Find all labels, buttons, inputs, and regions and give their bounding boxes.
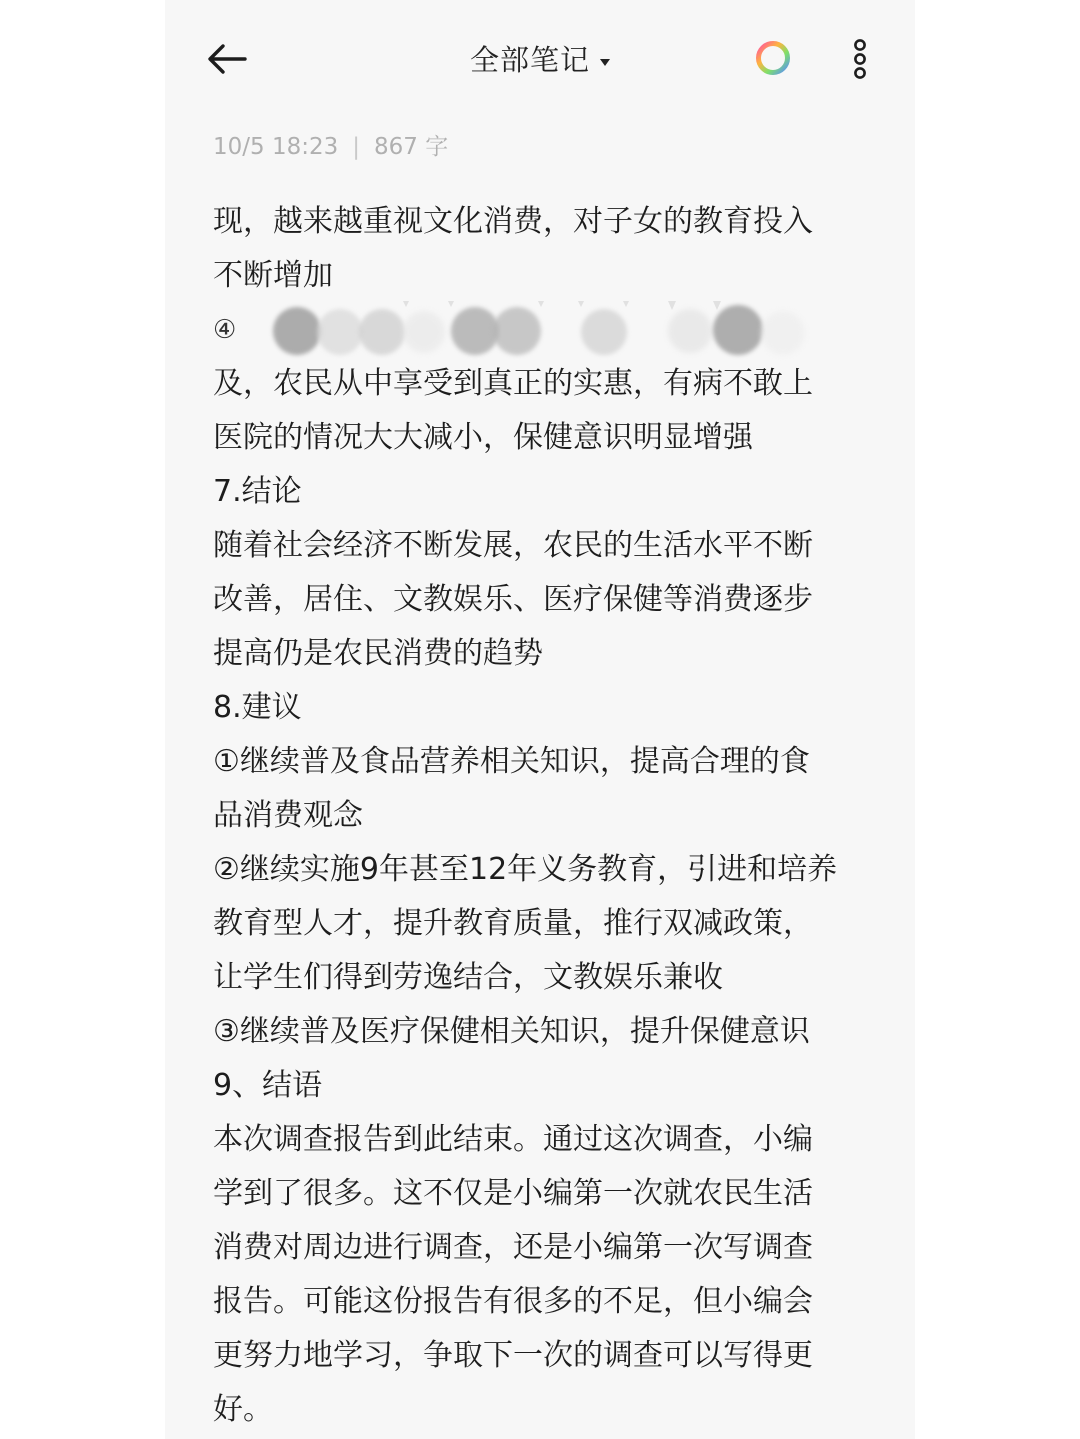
meta-divider: | <box>352 134 360 160</box>
outer-margin-left <box>0 0 165 1439</box>
note-line: 更努力地学习，争取下一次的调查可以写得更 <box>213 1338 813 1373</box>
section-heading: 8.建议 <box>213 690 302 725</box>
note-line-marker: ④ <box>213 315 237 345</box>
note-meta <box>213 128 448 161</box>
color-ring-icon <box>754 39 792 77</box>
outer-margin-right <box>915 0 1080 1439</box>
note-line: 报告。可能这份报告有很多的不足，但小编会 <box>213 1284 813 1319</box>
redaction-blob <box>317 309 363 355</box>
note-line: 现，越来越重视文化消费，对子女的教育投入 <box>213 204 813 239</box>
note-line: ②继续实施9年甚至12年义务教育，引进和培养 <box>213 852 838 887</box>
redaction-blob <box>668 309 712 353</box>
redaction-fade <box>363 289 783 311</box>
note-line: 消费对周边进行调查，还是小编第一次写调查 <box>213 1230 813 1265</box>
redacted-line <box>213 303 873 357</box>
note-line: 让学生们得到劳逸结合，文教娱乐兼收 <box>213 960 723 995</box>
top-bar <box>165 0 915 115</box>
note-line: 好。 <box>213 1392 273 1427</box>
section-heading: 9、结语 <box>213 1068 323 1103</box>
note-line: 及，农民从中享受到真正的实惠，有病不敢上 <box>213 366 813 401</box>
caret-down-icon <box>600 59 610 66</box>
note-datetime: 10/5 18:23 <box>213 134 339 160</box>
redaction-blob <box>581 309 627 355</box>
folder-selector[interactable] <box>165 38 915 79</box>
note-screen <box>165 0 915 1439</box>
redaction-blob <box>493 307 541 355</box>
note-line: 改善，居住、文教娱乐、医疗保健等消费逐步 <box>213 582 813 617</box>
note-line: 本次调查报告到此结束。通过这次调查，小编 <box>213 1122 813 1157</box>
note-line: 品消费观念 <box>213 798 363 833</box>
note-line: ③继续普及医疗保健相关知识，提升保健意识 <box>213 1014 810 1049</box>
theme-color-button[interactable] <box>754 39 792 77</box>
more-vertical-icon <box>847 38 873 80</box>
section-heading: 7.结论 <box>213 474 302 509</box>
note-line: 提高仍是农民消费的趋势 <box>213 636 543 671</box>
redaction-blob <box>761 311 805 355</box>
note-line: 随着社会经济不断发展，农民的生活水平不断 <box>213 528 813 563</box>
note-content[interactable] <box>213 195 873 1437</box>
redaction-blob <box>713 305 763 355</box>
word-count: 867 字 <box>374 134 449 160</box>
more-options-button[interactable] <box>847 38 873 80</box>
page-title: 全部笔记 <box>469 43 590 77</box>
redaction-blob <box>403 311 445 353</box>
note-line: 医院的情况大大减小，保健意识明显增强 <box>213 420 753 455</box>
note-line: ①继续普及食品营养相关知识，提高合理的食 <box>213 744 810 779</box>
note-line: 不断增加 <box>213 258 333 293</box>
redaction-blob <box>359 309 405 355</box>
note-line: 教育型人才，提升教育质量，推行双减政策， <box>213 906 813 941</box>
redaction-blob <box>273 307 321 355</box>
redaction-blob <box>451 307 499 355</box>
note-line: 学到了很多。这不仅是小编第一次就农民生活 <box>213 1176 813 1211</box>
